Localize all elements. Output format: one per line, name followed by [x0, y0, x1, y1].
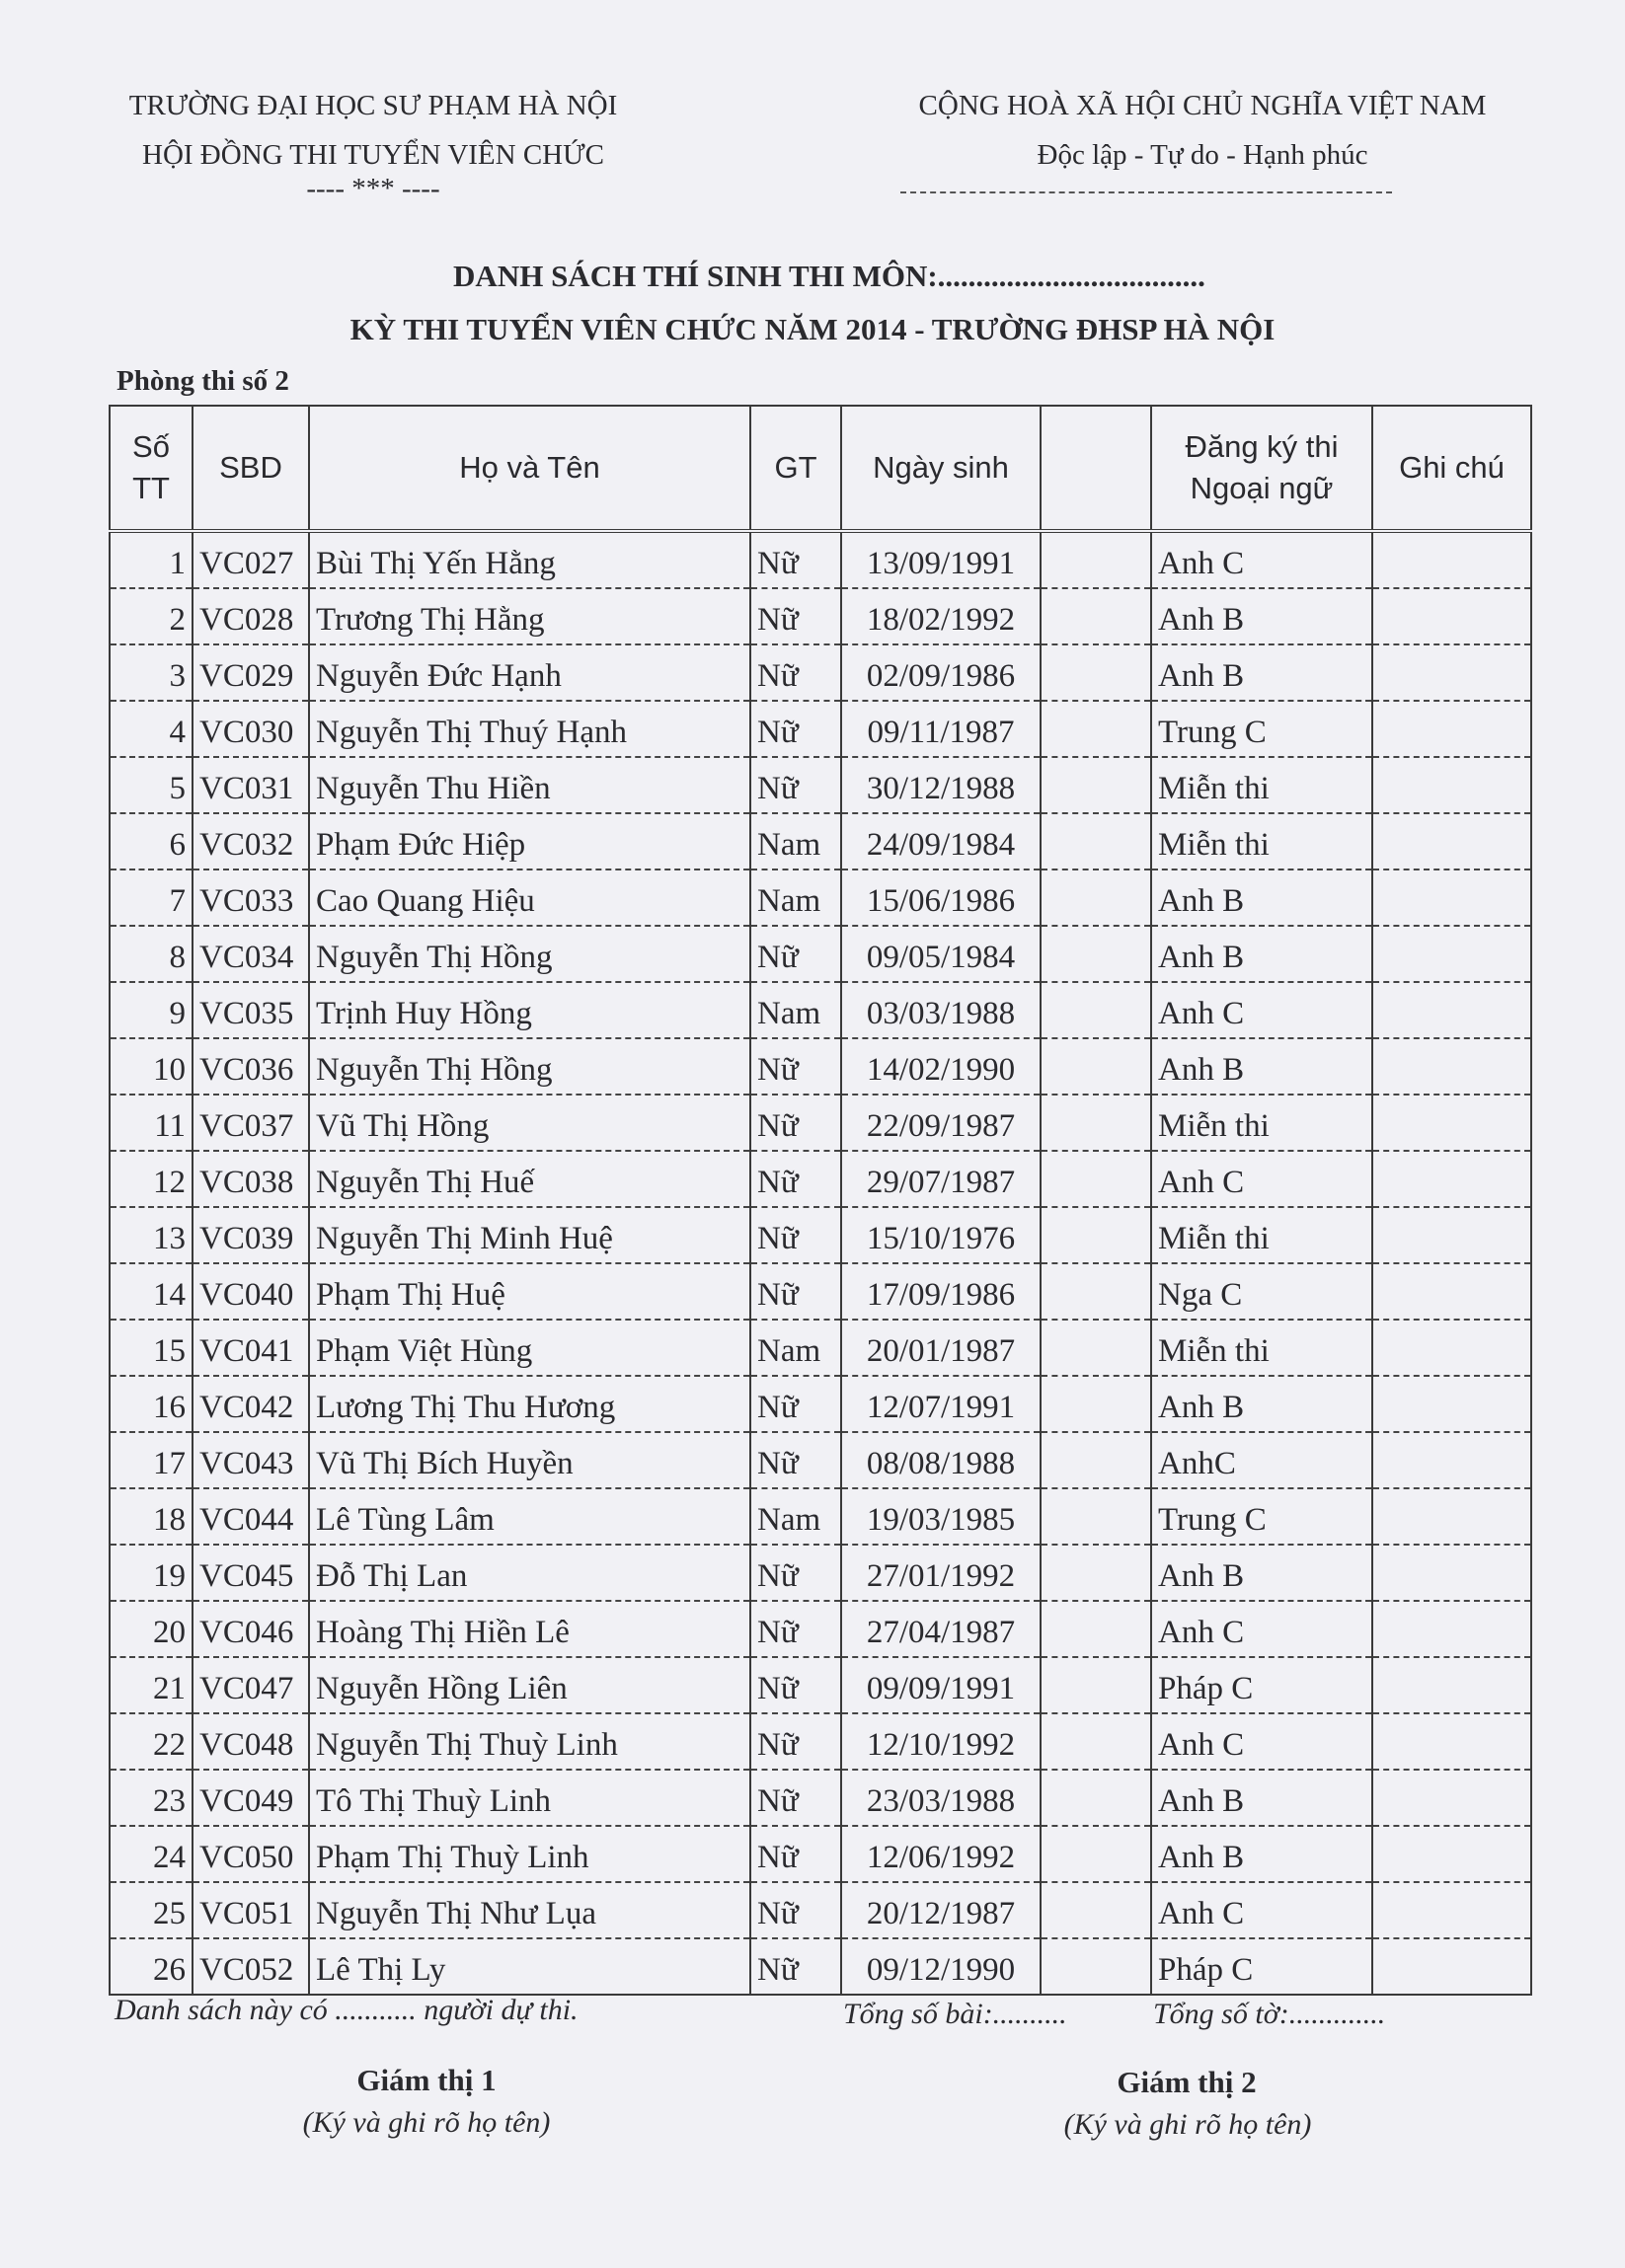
- cell-note: [1372, 1713, 1531, 1770]
- cell-language: Nga C: [1151, 1263, 1372, 1320]
- cell-note: [1372, 644, 1531, 701]
- cell-note: [1372, 1601, 1531, 1657]
- cell-blank: [1041, 1095, 1151, 1151]
- cell-blank: [1041, 1882, 1151, 1938]
- cell-note: [1372, 588, 1531, 644]
- cell-name: Nguyễn Thị Thuý Hạnh: [309, 701, 750, 757]
- cell-stt: 5: [110, 757, 193, 813]
- university-name: TRƯỜNG ĐẠI HỌC SƯ PHẠM HÀ NỘI: [128, 90, 618, 121]
- cell-stt: 26: [110, 1938, 193, 1995]
- cell-language: Miễn thi: [1151, 1095, 1372, 1151]
- cell-language: AnhC: [1151, 1432, 1372, 1488]
- cell-dob: 12/07/1991: [841, 1376, 1041, 1432]
- cell-name: Nguyễn Thị Huế: [309, 1151, 750, 1207]
- cell-sbd: VC032: [193, 813, 309, 869]
- cell-blank: [1041, 644, 1151, 701]
- cell-dob: 20/01/1987: [841, 1320, 1041, 1376]
- cell-blank: [1041, 1657, 1151, 1713]
- cell-dob: 18/02/1992: [841, 588, 1041, 644]
- cell-gender: Nữ: [750, 1151, 841, 1207]
- document-title: DANH SÁCH THÍ SINH THI MÔN:...................................: [453, 259, 1205, 293]
- cell-language: Anh B: [1151, 1826, 1372, 1882]
- cell-sbd: VC031: [193, 757, 309, 813]
- cell-sbd: VC042: [193, 1376, 309, 1432]
- cell-gender: Nam: [750, 982, 841, 1038]
- cell-gender: Nam: [750, 869, 841, 926]
- cell-note: [1372, 1263, 1531, 1320]
- cell-blank: [1041, 1770, 1151, 1826]
- table-header-row: [110, 406, 1531, 531]
- cell-note: [1372, 1095, 1531, 1151]
- cell-name: Nguyễn Thị Hồng: [309, 926, 750, 982]
- cell-stt: 19: [110, 1545, 193, 1601]
- cell-sbd: VC030: [193, 701, 309, 757]
- cell-language: Anh C: [1151, 1882, 1372, 1938]
- cell-blank: [1041, 1545, 1151, 1601]
- cell-dob: 12/10/1992: [841, 1713, 1041, 1770]
- cell-blank: [1041, 869, 1151, 926]
- cell-name: Trương Thị Hằng: [309, 588, 750, 644]
- cell-blank: [1041, 701, 1151, 757]
- cell-name: Nguyễn Hồng Liên: [309, 1657, 750, 1713]
- proctor2-title: Giám thị 2: [1117, 2065, 1257, 2099]
- cell-blank: [1041, 1432, 1151, 1488]
- cell-name: Vũ Thị Hồng: [309, 1095, 750, 1151]
- table-row: [110, 1263, 1531, 1320]
- cell-sbd: VC050: [193, 1826, 309, 1882]
- table-row: [110, 531, 1531, 588]
- cell-stt: 10: [110, 1038, 193, 1095]
- cell-gender: Nữ: [750, 1826, 841, 1882]
- table-row: [110, 1601, 1531, 1657]
- table-row: [110, 869, 1531, 926]
- cell-note: [1372, 813, 1531, 869]
- motto-underline: [900, 191, 1392, 193]
- cell-dob: 02/09/1986: [841, 644, 1041, 701]
- cell-language: Anh B: [1151, 588, 1372, 644]
- cell-dob: 27/04/1987: [841, 1601, 1041, 1657]
- cell-note: [1372, 1376, 1531, 1432]
- table-row: [110, 1545, 1531, 1601]
- cell-sbd: VC040: [193, 1263, 309, 1320]
- cell-language: Trung C: [1151, 701, 1372, 757]
- cell-name: Phạm Đức Hiệp: [309, 813, 750, 869]
- col-header-stt: Số TT: [110, 406, 193, 531]
- council-name: HỘI ĐỒNG THI TUYỂN VIÊN CHỨC: [142, 139, 604, 171]
- table-row: [110, 588, 1531, 644]
- cell-stt: 21: [110, 1657, 193, 1713]
- cell-dob: 20/12/1987: [841, 1882, 1041, 1938]
- cell-gender: Nữ: [750, 757, 841, 813]
- cell-stt: 2: [110, 588, 193, 644]
- cell-blank: [1041, 531, 1151, 588]
- cell-language: Miễn thi: [1151, 813, 1372, 869]
- cell-stt: 15: [110, 1320, 193, 1376]
- cell-language: Anh B: [1151, 644, 1372, 701]
- cell-language: Anh C: [1151, 531, 1372, 588]
- cell-sbd: VC038: [193, 1151, 309, 1207]
- cell-gender: Nữ: [750, 1376, 841, 1432]
- cell-blank: [1041, 926, 1151, 982]
- cell-name: Nguyễn Thị Như Lụa: [309, 1882, 750, 1938]
- cell-note: [1372, 869, 1531, 926]
- cell-sbd: VC044: [193, 1488, 309, 1545]
- cell-gender: Nữ: [750, 1938, 841, 1995]
- table-row: [110, 813, 1531, 869]
- cell-language: Miễn thi: [1151, 1320, 1372, 1376]
- cell-note: [1372, 1826, 1531, 1882]
- cell-name: Vũ Thị Bích Huyền: [309, 1432, 750, 1488]
- cell-note: [1372, 757, 1531, 813]
- cell-sbd: VC039: [193, 1207, 309, 1263]
- cell-dob: 15/10/1976: [841, 1207, 1041, 1263]
- cell-stt: 8: [110, 926, 193, 982]
- cell-dob: 30/12/1988: [841, 757, 1041, 813]
- cell-language: Anh B: [1151, 1545, 1372, 1601]
- cell-blank: [1041, 1938, 1151, 1995]
- cell-note: [1372, 1151, 1531, 1207]
- cell-stt: 3: [110, 644, 193, 701]
- col-header-sbd: SBD: [193, 406, 309, 531]
- cell-stt: 23: [110, 1770, 193, 1826]
- cell-gender: Nam: [750, 1320, 841, 1376]
- cell-stt: 14: [110, 1263, 193, 1320]
- cell-language: Anh B: [1151, 926, 1372, 982]
- cell-sbd: VC041: [193, 1320, 309, 1376]
- cell-note: [1372, 1657, 1531, 1713]
- cell-dob: 12/06/1992: [841, 1826, 1041, 1882]
- table-row: [110, 1938, 1531, 1995]
- cell-note: [1372, 531, 1531, 588]
- table-row: [110, 1770, 1531, 1826]
- cell-gender: Nữ: [750, 701, 841, 757]
- cell-name: Phạm Thị Thuỳ Linh: [309, 1826, 750, 1882]
- cell-note: [1372, 1207, 1531, 1263]
- cell-name: Nguyễn Thị Minh Huệ: [309, 1207, 750, 1263]
- cell-dob: 22/09/1987: [841, 1095, 1041, 1151]
- table-row: [110, 757, 1531, 813]
- cell-name: Nguyễn Đức Hạnh: [309, 644, 750, 701]
- exam-title: KỲ THI TUYỂN VIÊN CHỨC NĂM 2014 - TRƯỜNG ĐHSP HÀ NỘI: [349, 312, 1276, 346]
- cell-note: [1372, 982, 1531, 1038]
- cell-stt: 16: [110, 1376, 193, 1432]
- cell-name: Cao Quang Hiệu: [309, 869, 750, 926]
- cell-language: Anh C: [1151, 1151, 1372, 1207]
- cell-name: Đỗ Thị Lan: [309, 1545, 750, 1601]
- table-row: [110, 1432, 1531, 1488]
- col-header-language: Đăng ký thi Ngoại ngữ: [1151, 406, 1372, 531]
- cell-stt: 22: [110, 1713, 193, 1770]
- table-row: [110, 1320, 1531, 1376]
- cell-blank: [1041, 1263, 1151, 1320]
- cell-language: Anh B: [1151, 1376, 1372, 1432]
- col-header-note: Ghi chú: [1372, 406, 1531, 531]
- cell-dob: 08/08/1988: [841, 1432, 1041, 1488]
- cell-note: [1372, 1770, 1531, 1826]
- col-header-blank: [1041, 406, 1151, 531]
- cell-name: Trịnh Huy Hồng: [309, 982, 750, 1038]
- cell-gender: Nữ: [750, 1545, 841, 1601]
- cell-stt: 6: [110, 813, 193, 869]
- national-motto: Độc lập - Tự do - Hạnh phúc: [1037, 139, 1368, 171]
- cell-gender: Nữ: [750, 1207, 841, 1263]
- col-header-dob: Ngày sinh: [841, 406, 1041, 531]
- table-row: [110, 1713, 1531, 1770]
- total-papers: Tổng số bài:..........: [843, 1998, 1067, 2030]
- total-sheets: Tổng số tờ:.............: [1153, 1998, 1386, 2030]
- cell-dob: 27/01/1992: [841, 1545, 1041, 1601]
- cell-name: Hoàng Thị Hiền Lê: [309, 1601, 750, 1657]
- cell-sbd: VC027: [193, 531, 309, 588]
- cell-stt: 18: [110, 1488, 193, 1545]
- cell-dob: 23/03/1988: [841, 1770, 1041, 1826]
- cell-name: Phạm Việt Hùng: [309, 1320, 750, 1376]
- header-separator: ---- *** ----: [306, 173, 440, 204]
- cell-dob: 14/02/1990: [841, 1038, 1041, 1095]
- cell-gender: Nữ: [750, 1095, 841, 1151]
- cell-sbd: VC033: [193, 869, 309, 926]
- table-row: [110, 1151, 1531, 1207]
- cell-dob: 09/11/1987: [841, 701, 1041, 757]
- table-row: [110, 701, 1531, 757]
- table-row: [110, 1826, 1531, 1882]
- cell-gender: Nữ: [750, 1770, 841, 1826]
- cell-note: [1372, 701, 1531, 757]
- table-body: [110, 531, 1531, 1995]
- cell-gender: Nữ: [750, 926, 841, 982]
- cell-name: Tô Thị Thuỳ Linh: [309, 1770, 750, 1826]
- table-row: [110, 1095, 1531, 1151]
- cell-dob: 29/07/1987: [841, 1151, 1041, 1207]
- cell-gender: Nữ: [750, 1601, 841, 1657]
- cell-note: [1372, 1038, 1531, 1095]
- proctor1-title: Giám thị 1: [356, 2063, 497, 2097]
- cell-sbd: VC046: [193, 1601, 309, 1657]
- cell-dob: 19/03/1985: [841, 1488, 1041, 1545]
- cell-sbd: VC048: [193, 1713, 309, 1770]
- cell-stt: 13: [110, 1207, 193, 1263]
- cell-dob: 13/09/1991: [841, 531, 1041, 588]
- cell-blank: [1041, 1376, 1151, 1432]
- cell-blank: [1041, 1601, 1151, 1657]
- cell-blank: [1041, 1826, 1151, 1882]
- cell-stt: 9: [110, 982, 193, 1038]
- cell-sbd: VC043: [193, 1432, 309, 1488]
- cell-note: [1372, 1432, 1531, 1488]
- cell-language: Miễn thi: [1151, 1207, 1372, 1263]
- cell-stt: 1: [110, 531, 193, 588]
- cell-blank: [1041, 1207, 1151, 1263]
- table-row: [110, 1882, 1531, 1938]
- cell-sbd: VC045: [193, 1545, 309, 1601]
- cell-name: Lương Thị Thu Hương: [309, 1376, 750, 1432]
- cell-gender: Nữ: [750, 1263, 841, 1320]
- cell-blank: [1041, 1713, 1151, 1770]
- cell-note: [1372, 1882, 1531, 1938]
- cell-language: Anh B: [1151, 1038, 1372, 1095]
- cell-stt: 17: [110, 1432, 193, 1488]
- table-row: [110, 1038, 1531, 1095]
- cell-name: Lê Tùng Lâm: [309, 1488, 750, 1545]
- cell-gender: Nữ: [750, 1882, 841, 1938]
- cell-dob: 17/09/1986: [841, 1263, 1041, 1320]
- cell-language: Anh C: [1151, 1601, 1372, 1657]
- cell-note: [1372, 926, 1531, 982]
- cell-dob: 09/12/1990: [841, 1938, 1041, 1995]
- cell-note: [1372, 1545, 1531, 1601]
- cell-language: Pháp C: [1151, 1657, 1372, 1713]
- col-header-name: Họ và Tên: [309, 406, 750, 531]
- cell-gender: Nữ: [750, 1713, 841, 1770]
- participant-count: Danh sách này có ........... người dự thi.: [115, 1994, 579, 2026]
- cell-gender: Nam: [750, 813, 841, 869]
- cell-sbd: VC036: [193, 1038, 309, 1095]
- national-name: CỘNG HOÀ XÃ HỘI CHỦ NGHĨA VIỆT NAM: [918, 90, 1487, 121]
- cell-blank: [1041, 982, 1151, 1038]
- national-header: [827, 81, 1578, 180]
- table-row: [110, 1207, 1531, 1263]
- cell-sbd: VC034: [193, 926, 309, 982]
- proctor1-note: (Ký và ghi rõ họ tên): [302, 2106, 551, 2139]
- cell-dob: 09/09/1991: [841, 1657, 1041, 1713]
- cell-sbd: VC028: [193, 588, 309, 644]
- cell-language: Miễn thi: [1151, 757, 1372, 813]
- cell-dob: 03/03/1988: [841, 982, 1041, 1038]
- table-row: [110, 926, 1531, 982]
- cell-blank: [1041, 1038, 1151, 1095]
- cell-dob: 15/06/1986: [841, 869, 1041, 926]
- institution-header: [107, 81, 640, 203]
- cell-name: Nguyễn Thị Thuỳ Linh: [309, 1713, 750, 1770]
- cell-stt: 11: [110, 1095, 193, 1151]
- col-header-gender: GT: [750, 406, 841, 531]
- cell-note: [1372, 1488, 1531, 1545]
- cell-sbd: VC051: [193, 1882, 309, 1938]
- cell-blank: [1041, 757, 1151, 813]
- cell-language: Anh C: [1151, 982, 1372, 1038]
- cell-name: Nguyễn Thu Hiền: [309, 757, 750, 813]
- cell-gender: Nam: [750, 1488, 841, 1545]
- cell-stt: 4: [110, 701, 193, 757]
- cell-language: Pháp C: [1151, 1938, 1372, 1995]
- cell-gender: Nữ: [750, 531, 841, 588]
- cell-gender: Nữ: [750, 1432, 841, 1488]
- cell-dob: 24/09/1984: [841, 813, 1041, 869]
- cell-gender: Nữ: [750, 588, 841, 644]
- exam-room: Phòng thi số 2: [116, 365, 289, 397]
- cell-blank: [1041, 588, 1151, 644]
- cell-blank: [1041, 1488, 1151, 1545]
- table-row: [110, 1376, 1531, 1432]
- cell-language: Anh C: [1151, 1713, 1372, 1770]
- cell-sbd: VC052: [193, 1938, 309, 1995]
- cell-blank: [1041, 813, 1151, 869]
- cell-name: Nguyễn Thị Hồng: [309, 1038, 750, 1095]
- cell-stt: 12: [110, 1151, 193, 1207]
- cell-stt: 25: [110, 1882, 193, 1938]
- cell-note: [1372, 1938, 1531, 1995]
- cell-name: Phạm Thị Huệ: [309, 1263, 750, 1320]
- cell-sbd: VC037: [193, 1095, 309, 1151]
- cell-stt: 24: [110, 1826, 193, 1882]
- table-row: [110, 644, 1531, 701]
- cell-language: Anh B: [1151, 1770, 1372, 1826]
- table-row: [110, 982, 1531, 1038]
- cell-dob: 09/05/1984: [841, 926, 1041, 982]
- candidate-table: [109, 405, 1532, 1996]
- cell-sbd: VC049: [193, 1770, 309, 1826]
- table-row: [110, 1488, 1531, 1545]
- cell-note: [1372, 1320, 1531, 1376]
- cell-name: Bùi Thị Yến Hằng: [309, 531, 750, 588]
- cell-sbd: VC047: [193, 1657, 309, 1713]
- cell-stt: 20: [110, 1601, 193, 1657]
- cell-gender: Nữ: [750, 644, 841, 701]
- cell-sbd: VC035: [193, 982, 309, 1038]
- cell-gender: Nữ: [750, 1038, 841, 1095]
- cell-sbd: VC029: [193, 644, 309, 701]
- cell-language: Anh B: [1151, 869, 1372, 926]
- proctor2-note: (Ký và ghi rõ họ tên): [1063, 2108, 1312, 2141]
- cell-stt: 7: [110, 869, 193, 926]
- cell-language: Trung C: [1151, 1488, 1372, 1545]
- cell-gender: Nữ: [750, 1657, 841, 1713]
- cell-blank: [1041, 1151, 1151, 1207]
- table-row: [110, 1657, 1531, 1713]
- cell-name: Lê Thị Ly: [309, 1938, 750, 1995]
- cell-blank: [1041, 1320, 1151, 1376]
